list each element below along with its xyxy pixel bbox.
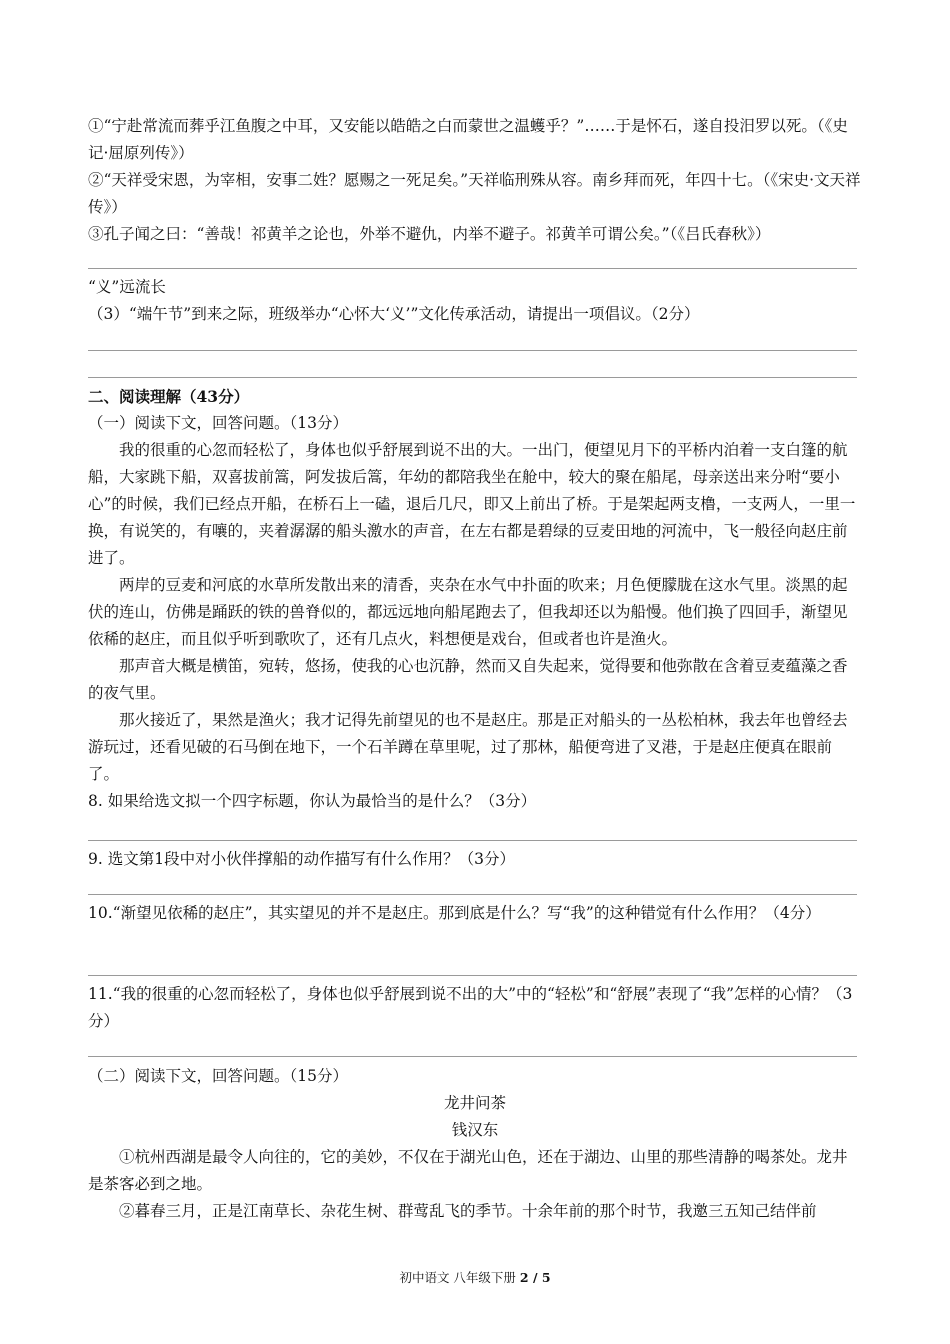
answer-line xyxy=(88,1056,857,1057)
question-9: 9. 选文第1段中对小伙伴撑船的动作描写有什么作用？（3分） xyxy=(88,850,515,868)
question-10: 10.“渐望见依稀的赵庄”，其实望见的并不是赵庄。那到底是什么？写“我”的这种错觉有什么作用？（4分） xyxy=(88,904,821,922)
passage-2-title: 龙井问茶 xyxy=(443,1094,506,1112)
passage-2-author: 钱汉东 xyxy=(451,1121,499,1139)
quote-1: ①“宁赴常流而葬乎江鱼腹之中耳，又安能以皓皓之白而蒙世之温蠖乎？”……于是怀石，遂自投汨罗以死。（《史记·屈原列传》） xyxy=(88,117,848,162)
part-1-title: （一）阅读下文，回答问题。（13分） xyxy=(88,414,348,432)
page-footer xyxy=(0,1268,950,1286)
quote-2: ②“天祥受宋恩，为宰相，安事二姓？愿赐之一死足矣。”天祥临刑殊从容。南乡拜而死，年四十七。（《宋史·文天祥传》） xyxy=(88,171,861,216)
passage-1-paragraph: 我的很重的心忽而轻松了，身体也似乎舒展到说不出的大。一出门，便望见月下的平桥内泊着一支白篷的航船，大家跳下船，双喜拔前篙，阿发拔后篙，年幼的都陪我坐在舱中，较大的聚在船尾，母亲送出来分咐“要小心”的时候，我们已经点开船，在桥石上一磕，退后几尺，即又上前出了桥。于是架起两支橹，一支两人，一里一换，有说笑的，有嚷的，夹着潺潺的船头激水的声音，在左右都是碧绿的豆麦田地的河流中，飞一般径向赵庄前进了。 xyxy=(88,441,856,567)
answer-line xyxy=(88,377,857,378)
part-2-block xyxy=(88,1063,862,1225)
section-title: 二、阅读理解（43分） xyxy=(88,387,250,406)
question-11-block xyxy=(88,981,862,1035)
passage-1-paragraph: 两岸的豆麦和河底的水草所发散出来的清香，夹杂在水气中扑面的吹来；月色便朦胧在这水气里。淡黑的起伏的连山，仿佛是踊跃的铁的兽脊似的，都远远地向船尾跑去了，但我却还以为船慢。他们换了四回手，渐望见依稀的赵庄，而且似乎听到歌吹了，还有几点火，料想便是戏台，但或者也许是渔火。 xyxy=(88,576,848,648)
question-11: 11.“我的很重的心忽而轻松了，身体也似乎舒展到说不出的大”中的“轻松”和“舒展”表现了“我”怎样的心情？（3分） xyxy=(88,985,853,1030)
question-9-block xyxy=(88,846,862,873)
topic-title: “义”远流长 xyxy=(88,278,166,296)
reading-section xyxy=(88,383,862,815)
passage-1-paragraph: 那声音大概是横笛，宛转，悠扬，使我的心也沉静，然而又自失起来，觉得要和他弥散在含着豆麦蕴藻之香的夜气里。 xyxy=(88,657,848,702)
question-3: （3）“端午节”到来之际，班级举办“心怀大‘义’”文化传承活动，请提出一项倡议。（2分） xyxy=(88,305,700,323)
part-2-title: （二）阅读下文，回答问题。（15分） xyxy=(88,1067,348,1085)
answer-line xyxy=(88,350,857,351)
page-number: 2 / 5 xyxy=(519,1270,551,1285)
passage-1-paragraph: 那火接近了，果然是渔火；我才记得先前望见的也不是赵庄。那是正对船头的一丛松柏林，我去年也曾经去游玩过，还看见破的石马倒在地下，一个石羊蹲在草里呢，过了那林，船便弯进了叉港，于是赵庄便真在眼前了。 xyxy=(88,711,848,783)
passage-2-paragraph: ②暮春三月，正是江南草长、杂花生树、群莺乱飞的季节。十余年前的那个时节，我邀三五知己结伴前 xyxy=(119,1202,817,1220)
quote-3: ③孔子闻之曰：“善哉！祁黄羊之论也，外举不避仇，内举不避子。祁黄羊可谓公矣。”（《吕氏春秋》） xyxy=(88,225,771,243)
answer-line xyxy=(88,840,857,841)
answer-line xyxy=(88,975,857,976)
footer-text: 初中语文 八年级下册 xyxy=(399,1270,520,1285)
question-8: 8. 如果给选文拟一个四字标题，你认为最恰当的是什么？（3分） xyxy=(88,792,537,810)
question-10-block xyxy=(88,900,862,927)
answer-line xyxy=(88,268,857,269)
quotes-block xyxy=(88,113,862,248)
answer-line xyxy=(88,894,857,895)
passage-2-paragraph: ①杭州西湖是最令人向往的，它的美妙，不仅在于湖光山色，还在于湖边、山里的那些清静的喝茶处。龙井是茶客必到之地。 xyxy=(88,1148,848,1193)
topic-block xyxy=(88,274,862,328)
